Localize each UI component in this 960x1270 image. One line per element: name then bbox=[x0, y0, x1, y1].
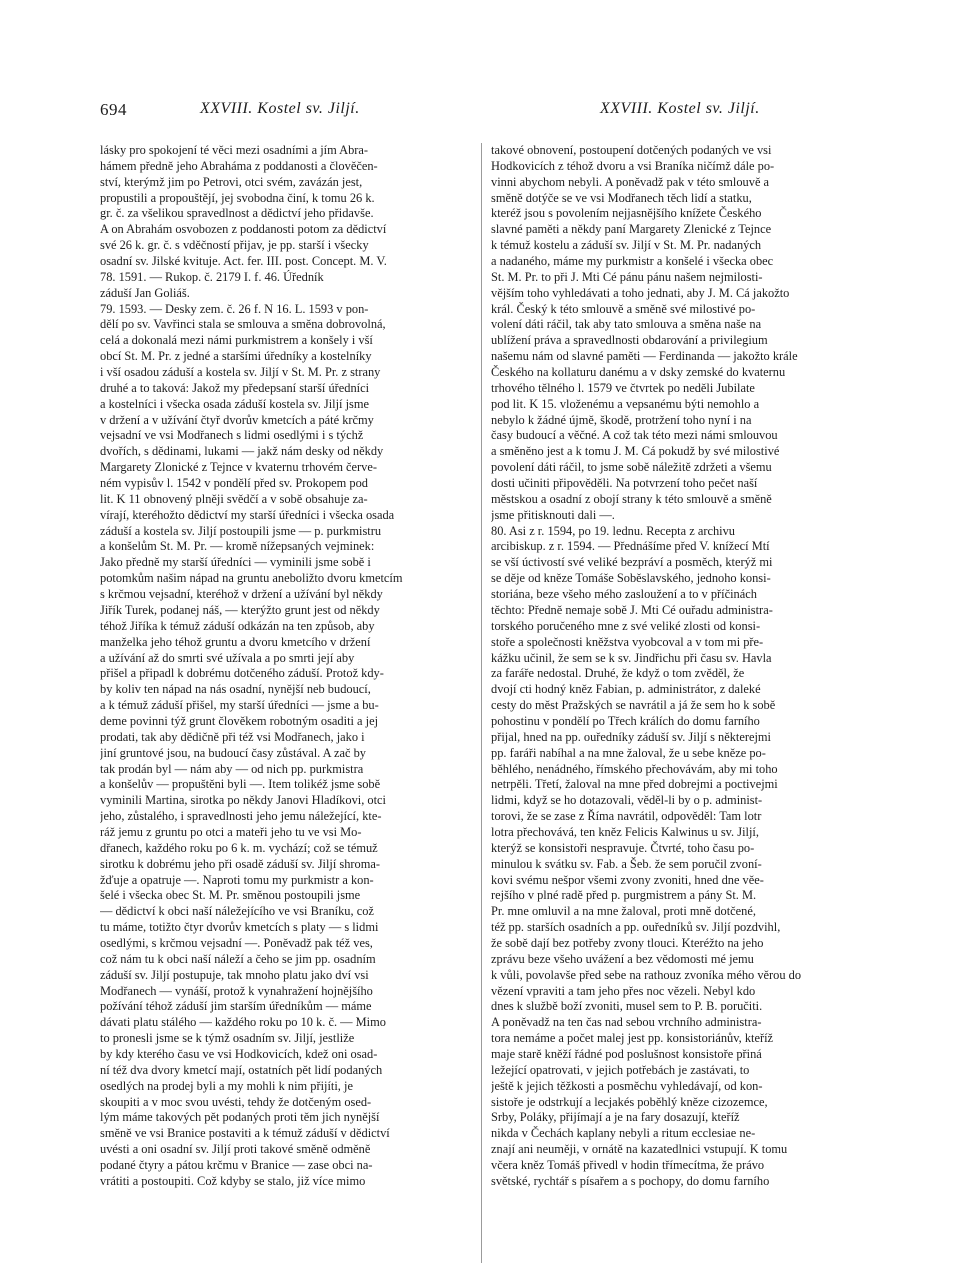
text-line: kteréž jsou s povolením nejjasnějšího knížete Českého bbox=[491, 206, 762, 221]
text-line: dvojí cti hodný kněz Fabian, p. administrátor, z daleké bbox=[491, 682, 761, 697]
text-line: přišel a připadl k dobrému dotčeného záduší. Protož kdy- bbox=[100, 666, 384, 681]
text-line: a nadaného, máme my purkmistr a konšelé i všecka obec bbox=[491, 254, 774, 269]
text-line: pod lit. K 15. vloženému a vepsanému býti nemohlo a bbox=[491, 396, 760, 411]
column-divider bbox=[481, 143, 482, 1263]
text-line: A poněvadž na ten čas nad sebou vrchního administra- bbox=[491, 1015, 762, 1030]
text-line: tu máme, totižto čtyr dvorův kmetcích s platy — s lidmi bbox=[100, 920, 379, 935]
text-line: tora nemáme a počet malej jest pp. konsistoriánův, kteříž bbox=[491, 1031, 774, 1046]
text-line: St. M. Pr. to při J. Mti Cé pánu pánu našem nejmilosti- bbox=[491, 269, 763, 284]
text-line: ublížení práva a spravedlnosti obdarování a privilegium bbox=[491, 333, 768, 348]
text-line: ležející opatrovati, v jejich potřebách je zastávati, to bbox=[491, 1062, 750, 1077]
page-number: 694 bbox=[100, 100, 127, 119]
text-line: obcí St. M. Pr. z jedné a staršími úředníky a kostelníky bbox=[100, 349, 372, 364]
text-line: stoře a společnosti kněžstva vyobcoval a v tom mi pře- bbox=[491, 634, 764, 649]
text-line: slavné paměti a někdy paní Margarety Zlenické z Tejnce bbox=[491, 222, 772, 237]
text-line: a k témuž záduší přišel, my starší úředníci — jsme a bu- bbox=[100, 698, 379, 713]
text-line: manželka jeho téhož gruntu a dvoru kmetcího v držení bbox=[100, 634, 371, 649]
text-line: své 26 k. gr. č. s vděčností přijav, je pp. starší i všecky bbox=[100, 238, 369, 253]
text-line: téhož Jiříka k témuž záduší odkázán na ten způsob, aby bbox=[100, 618, 375, 633]
text-line: povolení dáti ráčil, to jsme sobě náležitě zdržeti a všemu bbox=[491, 460, 772, 475]
text-line: žďuje a opatruje —. Naproti tomu my purkmistr a kon- bbox=[100, 872, 374, 887]
text-line: za faráře nedostal. Druhé, že když o tom zvěděl, že bbox=[491, 666, 745, 681]
text-line: dělí po sv. Vavřinci stala se smlouva a směna dobrovolná, bbox=[100, 317, 386, 332]
text-line: uvésti a oni osadní sv. Jiljí proti takové směně odměně bbox=[100, 1142, 371, 1157]
text-line: Pr. mne omluvil a na mne žaloval, proti mně dotčené, bbox=[491, 904, 756, 919]
text-line: i vší osadou záduší a kostela sv. Jiljí v St. M. Pr. z strany bbox=[100, 365, 381, 380]
text-line: k témuž kostelu a záduší sv. Jiljí v St. M. Pr. nadaných bbox=[491, 238, 762, 253]
text-line: lidmi, když se ho dotazovali, věděl-li by o p. administ- bbox=[491, 793, 763, 808]
text-line: vejsadní ve vsi Modřanech s lidmi osedlými i s týchž bbox=[100, 428, 364, 443]
text-line: dosti učiniti připověděli. Na potvrzení toho pečet naší bbox=[491, 476, 758, 491]
text-line: zprávu beze všeho uvážení a bez vědomosti mé jemu bbox=[491, 951, 754, 966]
text-line: sirotku k dobrému jeho při osadě záduší sv. Jiljí shroma- bbox=[100, 856, 381, 871]
text-line: záduší a kostela sv. Jiljí postoupili jsme — p. purkmistru bbox=[100, 523, 382, 538]
text-line: záduší Jan Goliáš. bbox=[100, 285, 190, 300]
text-line: dnes k službě boží zvoniti, musel sem to P. B. poručiti. bbox=[491, 999, 763, 1014]
text-line: potomkům našim nápad na gruntu aneboližto dvoru kmetcím bbox=[100, 571, 403, 586]
text-line: volení dáti ráčil, tak aby tato smlouva a směna naše na bbox=[491, 317, 762, 332]
text-line: ném vypisův l. 1542 v pondělí před sv. Prokopem pod bbox=[100, 476, 368, 491]
right-running-title: XXVIII. Kostel sv. Jiljí. bbox=[600, 100, 760, 117]
text-line: se vší úctivostí své veliké bezpráví a posměch, kterýž mi bbox=[491, 555, 773, 570]
text-line: minulou k svátku sv. Fab. a Šeb. že sem poručil zvoní- bbox=[491, 856, 762, 871]
text-line: hámem předně jeho Abraháma z poddanosti a člověčen- bbox=[100, 158, 378, 173]
text-line: to pronesli jsme se k týmž osadním sv. Jiljí, jestliže bbox=[100, 1031, 355, 1046]
text-line: — dědictví k obci naší náležejícího ve vsi Braníku, což bbox=[100, 904, 374, 919]
text-line: sistoře je odstrkují a lecjakés poběhlý kněze cizozemce, bbox=[491, 1094, 768, 1109]
text-line: cesty do měst Pražských se navrátil a já že sem ho k sobě bbox=[491, 698, 776, 713]
text-line: pp. faráři nabíhal a na mne žaloval, že u sebe kněze po- bbox=[491, 745, 766, 760]
text-line: maje starě kněží řádné pod poslušnost konsistoře přiná bbox=[491, 1046, 762, 1061]
text-line: a kostelníci i všecka osada záduší kostela sv. Jiljí jsme bbox=[100, 396, 369, 411]
text-line: dřanech, každého roku po 6 k. m. vychází; což se témuž bbox=[100, 840, 378, 855]
text-line: přijal, hned na pp. ouředníky záduší sv. Jiljí s některejmi bbox=[491, 729, 771, 744]
page-header bbox=[100, 100, 870, 122]
text-line: by kdy kterého času ve vsi Hodkovicích, kdež oni osad- bbox=[100, 1046, 378, 1061]
text-line: našemu nám od slavné paměti — Ferdinanda — jakožto krále bbox=[491, 349, 798, 364]
text-line: kovi svému nešpor všemi zvony zvoniti, hned dne věe- bbox=[491, 872, 764, 887]
text-line: ráž jemu z gruntu po otci a mateři jeho tu ve vsi Mo- bbox=[100, 824, 362, 839]
text-line: by koliv ten nápad na nás osadní, nynější neb budoucí, bbox=[100, 682, 371, 697]
text-line: dvořích, s dědinami, lukami — jakž nám desky od někdy bbox=[100, 444, 384, 459]
text-line: Hodkovicích z téhož dvoru a vsi Braníka ničímž dále po- bbox=[491, 158, 775, 173]
text-line: kterýž se konsistoři nespravuje. Čtvrté, toho času po- bbox=[491, 840, 755, 855]
text-line: světské, rychtář s písařem a s pochopy, do domu farního bbox=[491, 1173, 770, 1188]
text-line: 78. 1591. — Rukop. č. 2179 I. f. 46. Úředník bbox=[100, 269, 324, 284]
text-line: Českého na kollaturu danému a v dsky zemské do kvaternu bbox=[491, 365, 786, 380]
text-line: že sobě dají bez potřeby zvony tlouci. Kteréžto na jeho bbox=[491, 935, 764, 950]
text-line: což nám tu k obci naší náleží a čeho se jim pp. osadním bbox=[100, 951, 376, 966]
text-line: městskou a osadní z obojí strany k této smlouvě a směně bbox=[491, 491, 772, 506]
text-line: deme povinni týž grunt člověkem robotným osaditi a jej bbox=[100, 713, 379, 728]
text-line: tak prodán byl — nám aby — od nich pp. purkmistra bbox=[100, 761, 364, 776]
text-line: propustili a propouštějí, jej svobodna činí, k tomu 26 k. bbox=[100, 190, 375, 205]
text-line: lotra přechovává, ten kněz Felicis Kalwinus u sv. Jiljí, bbox=[491, 824, 759, 839]
right-text-column bbox=[491, 143, 862, 1190]
text-line: Modřanech — vynáší, protož k vynahražení hojnějšího bbox=[100, 983, 373, 998]
text-line: trhového tělného l. 1579 ve čtvrtek po neděli Jubilate bbox=[491, 380, 755, 395]
text-line: vězení vpraviti a tam jeho přes noc vězeli. Nebyl kdo bbox=[491, 983, 756, 998]
text-line: a konšelům St. M. Pr. — kromě nížepsaných vejminek: bbox=[100, 539, 375, 554]
text-line: těchto: Předně nemaje sobě J. Mti Cé ouřadu administra- bbox=[491, 602, 773, 617]
text-line: celá a dokonalá mezi námi purkmistrem a konšely i vší bbox=[100, 333, 373, 348]
text-line: podané čtyry a pátou krčmu v Branice — zase obci na- bbox=[100, 1158, 373, 1172]
text-line: torského poručeného mne z své veliké zlosti od konsi- bbox=[491, 618, 761, 633]
text-line: vyminili Martina, sirotka po někdy Janovi Hladíkovi, otci bbox=[100, 793, 386, 808]
text-line: torovi, že se zase z Říma navrátil, odpověděl: Tam lotr bbox=[491, 809, 762, 824]
text-line: požívání téhož záduší jim starším úředníkům — máme bbox=[100, 999, 372, 1014]
text-line: Margarety Zlonické z Tejnce v kvaternu trhovém červe- bbox=[100, 460, 377, 475]
text-line: Srby, Poláky, přijímají a je na fary dosazují, kteříž bbox=[491, 1110, 740, 1125]
text-line: netrpěli. Třetí, žaloval na mne před dobrejmi a poctivejmi bbox=[491, 777, 778, 792]
text-line: vírají, kteréhožto dědictví my starší úředníci i všecka osada bbox=[100, 507, 395, 522]
text-line: lásky pro spokojení té věci mezi osadními a jím Abra- bbox=[100, 143, 369, 157]
text-line: ní též dva dvory kmetcí mají, ostatních pět lidí podaných bbox=[100, 1062, 383, 1077]
text-line: s krčmou vejsadní, kteréhož v držení a užívání byl někdy bbox=[100, 587, 383, 602]
text-line: osedlých na prodej byli a my mohli k nim přijíti, je bbox=[100, 1078, 353, 1093]
text-line: se děje od kněze Tomáše Soběslavského, jednoho konsi- bbox=[491, 571, 771, 586]
text-line: běhlého, nenádného, římského přechovávám, aby mi toho bbox=[491, 761, 778, 776]
text-line: gr. č. za všelikou spravedlnost a dědictví jeho přidavše. bbox=[100, 206, 374, 221]
text-line: arcibiskup. z r. 1594. — Přednášíme před V. knížecí Mtí bbox=[491, 539, 770, 554]
text-line: Jako předně my starší úředníci — vyminili jsme sobě i bbox=[100, 555, 371, 570]
text-line: a užívání až do smrti své užívala a po smrti její aby bbox=[100, 650, 355, 665]
left-text-column bbox=[100, 143, 475, 1190]
text-line: jsme přitisknouti dali —. bbox=[491, 507, 615, 522]
text-line: ství, kterýmž jim po Petrovi, otci svém, zavázán jest, bbox=[100, 174, 363, 189]
text-line: 79. 1593. — Desky zem. č. 26 f. N 16. L. 1593 v pon- bbox=[100, 301, 369, 316]
text-line: v držení a v užívání čtyř dvorův kmetcích a páté krčmy bbox=[100, 412, 374, 427]
text-line: 80. Asi z r. 1594, po 19. lednu. Recepta z archivu bbox=[491, 523, 735, 538]
text-line: znají ani neuměji, v ornátě na kazatedlnici vstupují. K tomu bbox=[491, 1142, 788, 1157]
text-line: osedlými, s krčmou vejsadní —. Poněvadž pak též ves, bbox=[100, 935, 373, 950]
text-line: směně ve vsi Branice postaviti a k témuž záduší v dědictví bbox=[100, 1126, 390, 1141]
text-line: ještě k jejich těžkosti a posměchu vyhledávají, od kon- bbox=[491, 1078, 763, 1093]
text-line: a směněno jest a k tomu J. M. Cá pokudž by své milostivé bbox=[491, 444, 780, 459]
text-line: storiána, beze všeho mého zasloužení a to v příčinách bbox=[491, 587, 757, 602]
text-line: nebylo k žádné újmě, škodě, protržení toho nyní i na bbox=[491, 412, 752, 427]
text-line: takové obnovení, postoupení dotčených podaných ve vsi bbox=[491, 143, 772, 157]
text-line: druhé a to taková: Jakož my předepsaní starší úředníci bbox=[100, 380, 370, 395]
text-line: šelé i všecka obec St. M. Pr. směnou postoupili jsme bbox=[100, 888, 361, 903]
text-line: A on Abrahám osvobozen z poddanosti potom za dědictví bbox=[100, 222, 387, 237]
left-running-title: XXVIII. Kostel sv. Jiljí. bbox=[200, 100, 360, 117]
text-line: jeho, zůstalého, i spravedlnosti jeho jemu náležející, kte- bbox=[100, 809, 382, 824]
text-line: k vůli, povolavše před sebe na rathouz zvoníka mého věrou do bbox=[491, 967, 802, 982]
text-line: osadní sv. Jilské kvituje. Act. fer. III. post. Concept. M. V. bbox=[100, 254, 387, 269]
text-line: Jiřík Turek, podanej náš, — kterýžto grunt jest od někdy bbox=[100, 602, 380, 617]
text-line: král. Český k této smlouvě a směně své milostivé po- bbox=[491, 301, 756, 316]
text-line: nikda v Čechách kaplany nebyli a ritum ecclesiae ne- bbox=[491, 1126, 756, 1141]
text-line: kážku učinil, že sem se k sv. Jindřichu při času sv. Havla bbox=[491, 650, 772, 665]
text-line: dávati platu stálého — každého roku po 10 k. č. — Mimo bbox=[100, 1015, 386, 1030]
text-line: směně dotýče se ve vsi Modřanech těch lidí a statku, bbox=[491, 190, 752, 205]
text-line: včera kněz Tomáš přivedl v hodin třímecítma, že právo bbox=[491, 1158, 765, 1172]
text-line: rejšího v plné radě před p. purgmistrem a pány St. M. bbox=[491, 888, 757, 903]
text-line: vrátiti a postoupiti. Což kdyby se stalo, již více mimo bbox=[100, 1173, 366, 1188]
text-line: časy budoucí a věčné. A což tak této mezi námi smlouvou bbox=[491, 428, 778, 443]
text-line: vějším toho vyhledávati a toho jednati, aby J. M. Cá jakožto bbox=[491, 285, 790, 300]
text-line: skoupiti a v moc svou uvésti, tehdy že dotčeným osed- bbox=[100, 1094, 372, 1109]
text-line: též pp. starších osadních a pp. ouředníků sv. Jiljí pozdvihl, bbox=[491, 920, 781, 935]
text-line: a konšelův — propuštěni byli —. Item tolikéž jsme sobě bbox=[100, 777, 381, 792]
text-line: lit. K 11 obnovený plněji svědčí a v sobě obsahuje za- bbox=[100, 491, 368, 506]
text-line: pohostinu v pondělí po Třech králích do domu farního bbox=[491, 713, 760, 728]
text-line: vinni abychom nebyli. A poněvadž pak v této smlouvě a bbox=[491, 174, 770, 189]
text-line: lým máme takových pět podaných proti těm jich nynější bbox=[100, 1110, 380, 1125]
text-line: prodati, tak aby dědičně při též vsi Modřanech, jako i bbox=[100, 729, 365, 744]
text-line: záduší sv. Jiljí postupuje, tak mnoho platu jako dví vsi bbox=[100, 967, 369, 982]
text-line: jiní gruntové jsou, na budoucí časy zůstával. A zač by bbox=[100, 745, 366, 760]
